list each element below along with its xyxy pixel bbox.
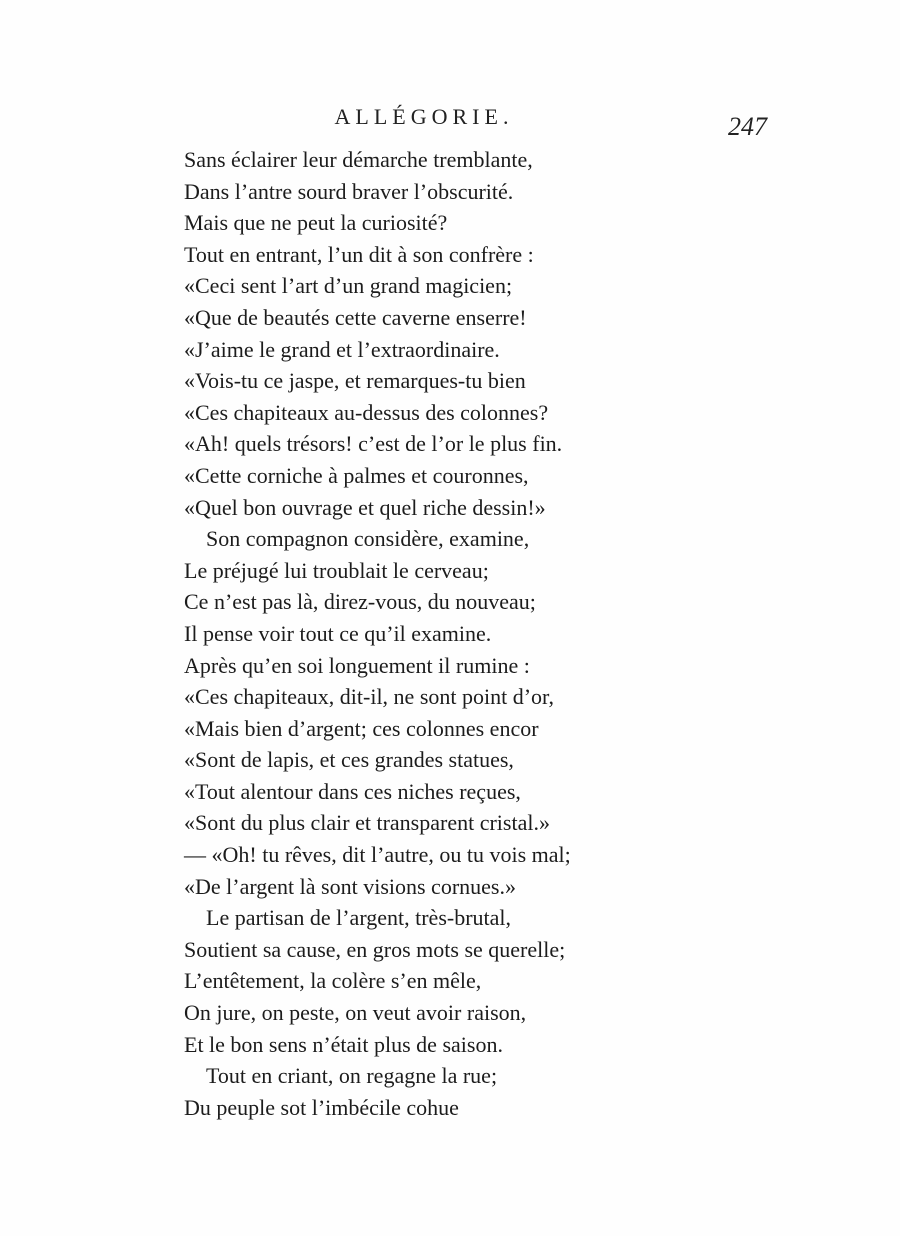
running-title: ALLÉGORIE. (334, 104, 514, 129)
verse-line: «Vois-tu ce jaspe, et remarques-tu bien (184, 368, 526, 394)
verse-line: «Ah! quels trésors! c’est de l’or le plus fin. (184, 431, 563, 457)
verse-line: «De l’argent là sont visions cornues.» (184, 873, 516, 899)
verse-line: «Ces chapiteaux, dit-il, ne sont point d’or, (184, 684, 554, 710)
verse-line: «Ceci sent l’art d’un grand magicien; (184, 273, 513, 299)
verse-line: Son compagnon considère, examine, (206, 526, 530, 552)
verse-line: L’entêtement, la colère s’en mêle, (184, 968, 482, 994)
verse-line: Et le bon sens n’était plus de saison. (184, 1031, 503, 1057)
poem-body (184, 144, 704, 1123)
verse-line: Ce n’est pas là, direz-vous, du nouveau; (184, 589, 536, 615)
verse-line: «Sont du plus clair et transparent cristal.» (184, 810, 550, 836)
verse-line: Sans éclairer leur démarche tremblante, (184, 147, 533, 172)
verse-line: «Ces chapiteaux au-dessus des colonnes? (184, 399, 549, 425)
verse-line: Mais que ne peut la curiosité? (184, 210, 448, 236)
verse-line: Du peuple sot l’imbécile cohue (184, 1094, 459, 1120)
verse-line: Il pense voir tout ce qu’il examine. (184, 620, 492, 646)
verse-line: Dans l’antre sourd braver l’obscurité. (184, 178, 514, 204)
verse-line: «J’aime le grand et l’extraordinaire. (184, 336, 500, 362)
verse-line: «Que de beautés cette caverne enserre! (184, 304, 527, 330)
verse-line: Soutient sa cause, en gros mots se querelle; (184, 936, 566, 962)
verse-line: Le partisan de l’argent, très-brutal, (206, 905, 512, 931)
verse-line: Le préjugé lui troublait le cerveau; (184, 557, 489, 583)
verse-line: «Cette corniche à palmes et couronnes, (184, 462, 529, 488)
verse-line: «Quel bon ouvrage et quel riche dessin!» (184, 494, 546, 520)
verse-line: «Mais bien d’argent; ces colonnes encor (184, 715, 539, 741)
verse-line: On jure, on peste, on veut avoir raison, (184, 1000, 527, 1026)
verse-line: «Sont de lapis, et ces grandes statues, (184, 747, 514, 773)
page-number: 247 (728, 112, 767, 141)
verse-line: «Tout alentour dans ces niches reçues, (184, 778, 521, 804)
verse-line: Tout en criant, on regagne la rue; (206, 1063, 498, 1089)
verse-line: Tout en entrant, l’un dit à son confrère : (184, 241, 534, 267)
verse-line: Après qu’en soi longuement il rumine : (184, 652, 530, 678)
verse-line: — «Oh! tu rêves, dit l’autre, ou tu vois mal; (184, 842, 571, 868)
